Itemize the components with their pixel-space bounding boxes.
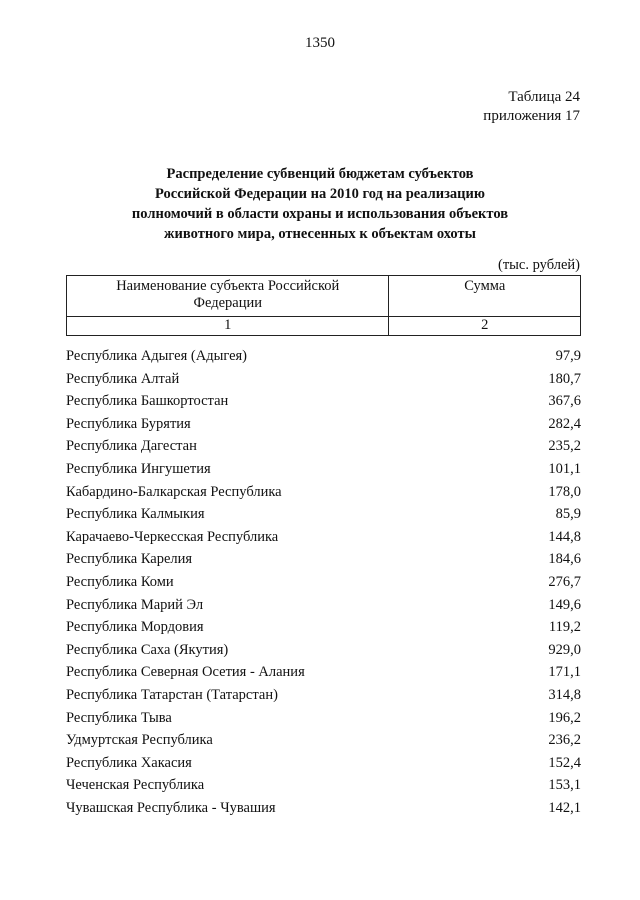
row-amount: 171,1	[548, 664, 581, 681]
table-row	[66, 571, 581, 594]
row-name: Республика Тыва	[66, 709, 172, 726]
row-name: Республика Алтай	[66, 370, 180, 387]
table-row	[66, 390, 581, 413]
title-line-2: Российской Федерации на 2010 год на реализацию	[155, 186, 485, 202]
row-amount: 236,2	[548, 732, 581, 749]
row-amount: 97,9	[555, 348, 581, 364]
row-amount: 196,2	[548, 709, 581, 726]
row-name: Республика Калмыкия	[66, 506, 205, 523]
row-amount: 929,0	[548, 641, 581, 658]
row-name: Республика Башкортостан	[66, 393, 229, 410]
table-row	[66, 526, 581, 549]
row-amount: 282,4	[548, 415, 581, 432]
row-name: Карачаево-Черкесская Республика	[66, 528, 279, 545]
row-amount: 152,4	[548, 754, 581, 771]
table-row	[66, 639, 581, 662]
table-row	[66, 458, 581, 481]
table-row	[66, 503, 581, 526]
row-amount: 85,9	[555, 506, 581, 523]
page-number: 1350	[305, 35, 335, 51]
row-name: Чеченская Республика	[66, 777, 205, 794]
units-label: (тыс. рублей)	[498, 257, 580, 273]
table-row	[66, 345, 581, 368]
table-body	[66, 345, 581, 819]
table-row	[66, 616, 581, 639]
row-name: Чувашская Республика - Чувашия	[66, 799, 276, 816]
table-row	[66, 684, 581, 707]
row-amount: 235,2	[548, 438, 581, 455]
column-number-2: 2	[389, 317, 581, 336]
table-row	[66, 435, 581, 458]
row-amount: 149,6	[548, 596, 581, 613]
table-row	[66, 797, 581, 820]
row-amount: 180,7	[548, 370, 581, 387]
title-line-4: животного мира, отнесенных к объектам охоты	[164, 226, 476, 242]
table-row	[66, 368, 581, 391]
row-name: Республика Коми	[66, 573, 174, 590]
table-row	[66, 481, 581, 504]
row-name: Республика Адыгея (Адыгея)	[66, 348, 248, 364]
row-amount: 119,2	[548, 619, 581, 636]
row-name: Республика Северная Осетия - Алания	[66, 664, 305, 681]
column-number-1: 1	[67, 317, 389, 336]
table-reference	[483, 88, 580, 126]
row-amount: 184,6	[548, 551, 581, 568]
row-name: Республика Карелия	[66, 551, 193, 568]
document-title	[80, 164, 560, 244]
table-ref-line-2: приложения 17	[483, 108, 580, 124]
row-amount: 276,7	[548, 573, 581, 590]
row-amount: 142,1	[548, 799, 581, 816]
header-sum-cell: Сумма	[389, 276, 581, 317]
header-row	[67, 276, 581, 317]
title-line-3: полномочий в области охраны и использования объектов	[131, 206, 509, 222]
row-name: Кабардино-Балкарская Республика	[66, 483, 282, 500]
row-name: Республика Татарстан (Татарстан)	[66, 686, 278, 703]
table-row	[66, 774, 581, 797]
table-row	[66, 548, 581, 571]
row-name: Республика Ингушетия	[66, 460, 211, 477]
row-amount: 144,8	[548, 528, 581, 545]
row-amount: 314,8	[548, 686, 581, 703]
table-row	[66, 752, 581, 775]
title-line-1: Распределение субвенций бюджетам субъектов	[166, 166, 474, 182]
table-header	[66, 275, 581, 336]
row-amount: 367,6	[548, 393, 581, 410]
row-name: Республика Саха (Якутия)	[66, 641, 229, 658]
row-name: Республика Марий Эл	[66, 596, 204, 613]
table-row	[66, 729, 581, 752]
header-name-line-2: Федерации	[193, 295, 262, 311]
table-ref-line-1: Таблица 24	[508, 89, 580, 105]
table-row	[66, 413, 581, 436]
header-name-cell	[67, 276, 389, 317]
row-amount: 101,1	[548, 460, 581, 477]
header-number-row	[67, 317, 581, 336]
row-name: Республика Хакасия	[66, 754, 192, 771]
row-name: Республика Мордовия	[66, 619, 204, 636]
header-name-line-1: Наименование субъекта Российской	[116, 278, 340, 294]
table-row	[66, 707, 581, 730]
row-name: Республика Дагестан	[66, 438, 197, 455]
row-name: Республика Бурятия	[66, 415, 191, 432]
table-row	[66, 594, 581, 617]
row-amount: 178,0	[548, 483, 581, 500]
row-amount: 153,1	[548, 777, 581, 794]
table-row	[66, 661, 581, 684]
row-name: Удмуртская Республика	[66, 732, 213, 749]
